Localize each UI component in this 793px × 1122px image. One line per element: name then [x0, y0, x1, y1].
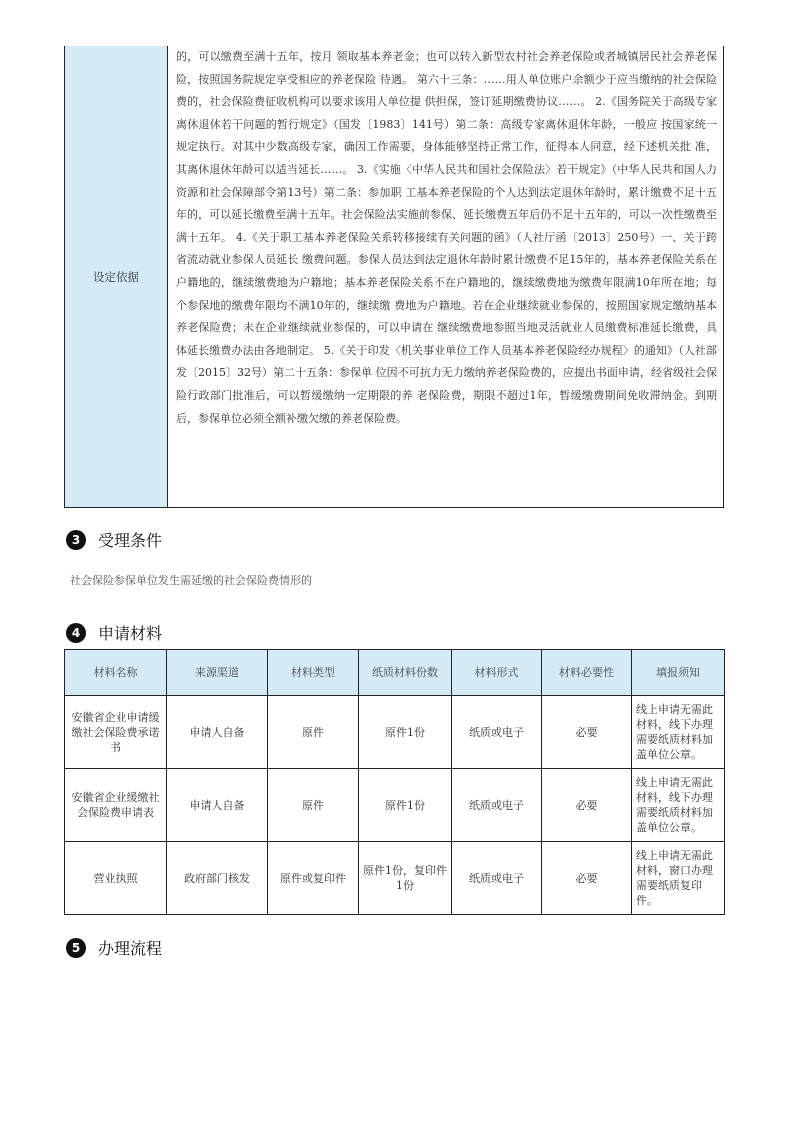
cell-material-name: 安徽省企业缓缴社会保险费申请表: [65, 769, 167, 842]
cell-paper-copies: 原件1份，复印件1份: [359, 842, 452, 915]
section-number-badge: 4: [66, 623, 86, 643]
materials-table: [64, 649, 725, 915]
cell-material-form: 纸质或电子: [452, 769, 542, 842]
cell-source: 申请人自备: [167, 769, 268, 842]
header-material-form: 材料形式: [452, 650, 542, 696]
basis-text: 的，可以缴费至满十五年，按月 领取基本养老金；也可以转入新型农村社会养老保险或者城镇居民社会养老保险，按照国务院规定享受相应的养老保险 待遇。 第六十三条：……用人单位账户余额少于应当缴纳的社会保险费的，社会保险费征收机构可以要求该用人单位提 供担保，签订延期缴费协议……。 2.《国务院关于高级专家离休退休若干问题的暂行规定》（国发〔1983〕141号）第二条：高级专家离休退休年龄，一般应 按国家统一规定执行。对其中少数高级专家，确因工作需要，身体能够坚持正常工作，征得本人同意，经下述机关批 准，其离休退休年龄可以适当延长……。 3.《实施〈中华人民共和国社会保险法〉若干规定》（中华人民共和国人力资源和社会保障部令第13号）第二条：参加职 工基本养老保险的个人达到法定退休年龄时，累计缴费不足十五年的，可以延长缴费至满十五年。社会保险法实施前参保、延长缴费五年后仍不足十五年的，可以一次性缴费至满十五年。 4.《关于职工基本养老保险关系转移接续有关问题的函》（人社厅函〔2013〕250号）一、关于跨省流动就业参保人员延长 缴费问题。参保人员达到法定退休年龄时累计缴费不足15年的，基本养老保险关系在户籍地的，继续缴费地为户籍地；基本养老保险关系不在户籍地的，继续缴费地为缴费年限满10年所在地；每个参保地的缴费年限均不满10年的，继续缴 费地为户籍地。若在企业继续就业参保的，按照国家规定缴纳基本养老保险费；未在企业继续就业参保的，可以申请在 继续缴费地参照当地灵活就业人员缴费标准延长缴费，具体延长缴费办法由各地制定。 5.《关于印发〈机关事业单位工作人员基本养老保险经办规程〉的通知》（人社部发〔2015〕32号）第二十五条：参保单 位因不可抗力无力缴纳养老保险费的，应提出书面申请，经省级社会保险行政部门批准后，可以暂缓缴纳一定期限的养 老保险费，期限不超过1年，暂缓缴费期间免收滞纳金。到期后，参保单位必须全额补缴欠缴的养老保险费。: [176, 50, 717, 425]
header-material-name: 材料名称: [65, 650, 167, 696]
header-necessity: 材料必要性: [542, 650, 632, 696]
cell-filling-notes: 线上申请无需此材料，窗口办理需要纸质复印件。: [632, 842, 725, 915]
cell-necessity: 必要: [542, 769, 632, 842]
basis-label: 设定依据: [65, 46, 168, 507]
header-material-type: 材料类型: [268, 650, 359, 696]
cell-material-form: 纸质或电子: [452, 696, 542, 769]
section-processing-flow: [66, 936, 162, 959]
header-paper-copies: 纸质材料份数: [359, 650, 452, 696]
section-title: 办理流程: [98, 939, 163, 958]
cell-necessity: 必要: [542, 696, 632, 769]
cell-material-type: 原件: [268, 769, 359, 842]
section-title: 受理条件: [98, 531, 163, 550]
acceptance-condition-text: 社会保险参保单位发生需延缴的社会保险费情形的: [70, 574, 312, 587]
cell-filling-notes: 线上申请无需此材料，线下办理需要纸质材料加盖单位公章。: [632, 696, 725, 769]
section-acceptance-conditions: [66, 528, 162, 551]
table-header-row: [65, 650, 725, 696]
cell-source: 申请人自备: [167, 696, 268, 769]
table-row: [65, 842, 725, 915]
table-row: [65, 769, 725, 842]
cell-material-name: 安徽省企业申请缓缴社会保险费承诺书: [65, 696, 167, 769]
cell-filling-notes: 线上申请无需此材料，线下办理需要纸质材料加盖单位公章。: [632, 769, 725, 842]
cell-necessity: 必要: [542, 842, 632, 915]
table-row: [65, 696, 725, 769]
cell-source: 政府部门核发: [167, 842, 268, 915]
cell-material-form: 纸质或电子: [452, 842, 542, 915]
section-number-badge: 3: [66, 530, 86, 550]
section-number-badge: 5: [66, 938, 86, 958]
setting-basis-table: [64, 46, 724, 508]
cell-paper-copies: 原件1份: [359, 769, 452, 842]
section-title: 申请材料: [98, 624, 163, 643]
cell-paper-copies: 原件1份: [359, 696, 452, 769]
cell-material-type: 原件或复印件: [268, 842, 359, 915]
section-application-materials: [66, 621, 162, 644]
header-source: 来源渠道: [167, 650, 268, 696]
header-filling-notes: 填报须知: [632, 650, 725, 696]
cell-material-type: 原件: [268, 696, 359, 769]
cell-material-name: 营业执照: [65, 842, 167, 915]
